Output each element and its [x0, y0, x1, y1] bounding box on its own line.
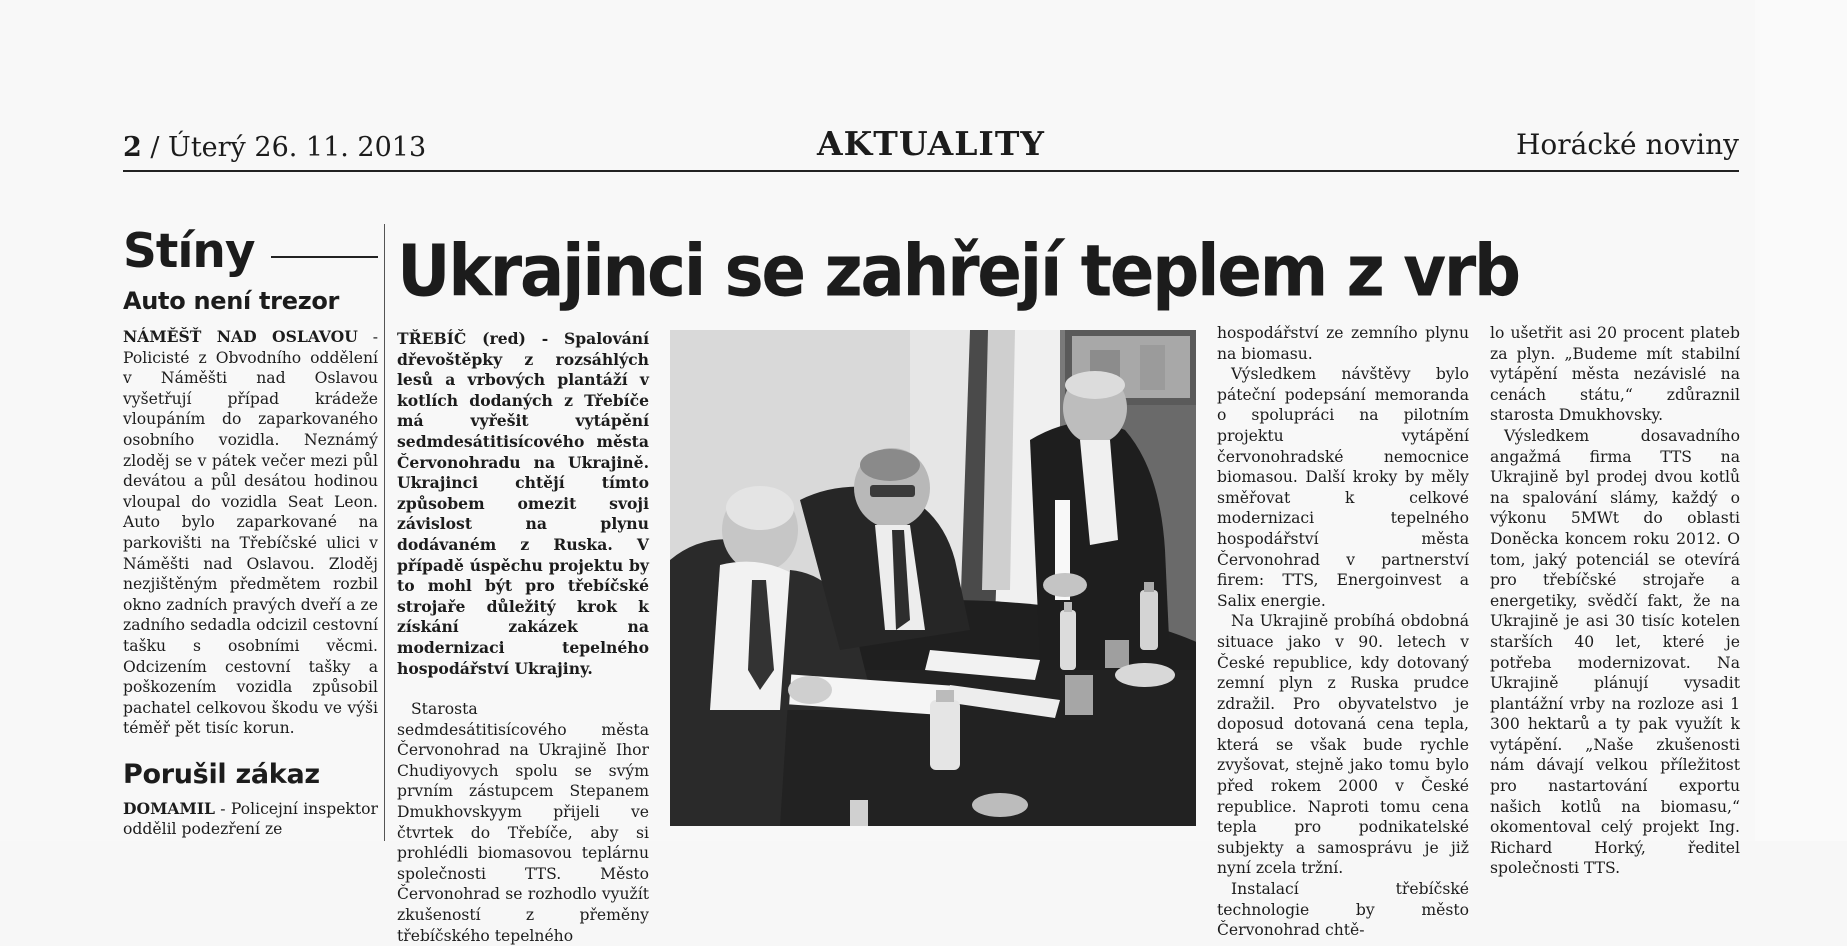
brief-dateline: NÁMĚŠŤ NAD OSLAVOU — [123, 327, 358, 346]
issue-date: / Úterý 26. 11. 2013 — [141, 132, 427, 163]
brief-body: - Policisté z Obvodního oddělení v Náměšti nad Oslavou vyšetřují případ krádeže vloupáním do zaparkovaného osobního vozidla. Neznámý zloděj se v pátek večer mezi půl devátou a půl desátou hodinou vloupal do vozidla Seat Leon. Auto bylo zaparkované na parkovišti na Třebíčské ulici v Náměšti nad Oslavou. Zloděj nezjištěným předmětem rozbil okno zadních pravých dveří a ze zadního sedadla odcizil cestovní tašku s osobními věcmi. Odcizením cestovní tašky a poškozením vozidla způsobil pachatel celkovou škodu ve výši téměř pět tisíc korun. — [123, 328, 378, 738]
brief2-headline: Porušil zákaz — [123, 758, 320, 790]
lead-text: (red) - Spalování dřevoštěpky z rozsáhlých lesů a vrbových plantáží v kotlích dodaných z Třebíče má vyřešit vytápění sedmdesátitisícového města Červonohradu na Ukrajině. Ukrajinci chtějí tímto způsobem omezit svoji závislost na plynu dodávaném z Ruska. V případě úspěchu projektu by to mohl být pro třebíčské strojaře důležitý krok k získání zakázek na modernizaci tepelného hospodářství Ukrajiny. — [397, 329, 649, 678]
col3-para-2: Výsledkem dosavadního angažmá firma TTS na Ukrajině byl prodej dvou kotlů na spalování slámy, každý o výkonu 5MWt do oblasti Doněcka koncem roku 2012. O tom, jaký potenciál se otevírá pro třebíčské strojaře a energetiky, svědčí fakt, že na Ukrajině je asi 30 tisíc kotelen starších 40 let, které je potřeba modernizovat. Na Ukrajině plánují vysadit plantážní vrby na rozloze asi 1 300 hektarů a ty pak využít k vytápění. „Naše zkušenosti nám dávají velkou příležitost pro nastartování exportu našich kotlů na biomasu,“ okomentoval celý projekt Ing. Richard Horký, ředitel společnosti TTS. — [1490, 426, 1740, 878]
newspaper-name: Horácké noviny — [1516, 128, 1739, 161]
kicker-block — [123, 226, 378, 282]
main-column-2 — [1217, 323, 1469, 941]
page-header — [123, 124, 1739, 170]
body-paragraph: Starosta sedmdesátitisícového města Červonohrad na Ukrajině Ihor Chudiyovych spolu se svým prvním zástupcem Stepanem Dmukhovskyym přijeli ve čtvrtek do Třebíče, aby si prohlédli biomasovou teplárnu společnosti TTS. Město Červonohrad se rozhodlo využít zkušeností z přeměny třebíčského tepelného — [397, 700, 649, 945]
brief2-body: - Policejní inspektor oddělil podezření ze — [123, 799, 378, 839]
column-divider — [384, 224, 385, 841]
col2-para-4: Instalací třebíčské technologie by město Červonohrad chtě- — [1217, 880, 1469, 940]
main-column-3 — [1490, 323, 1740, 879]
main-headline: Ukrajinci se zahřejí teplem z vrb — [397, 229, 1519, 313]
brief2-dateline: DOMAMIL — [123, 798, 215, 818]
page-number: 2 — [123, 132, 142, 163]
page-date-line — [123, 132, 426, 163]
col2-para-3: Na Ukrajině probíhá obdobná situace jako v 90. letech v České republice, kdy dotovaný zemní plyn z Ruska prudce zdražil. Pro obyvatelstvo je doposud dotovaná cena tepla, která se však bude rychle zvyšovat, stejně jako tomu bylo před rokem 2000 v České republice. Naproti tomu cena tepla pro podnikatelské subjekty a samosprávu je již nyní zcela tržní. — [1217, 612, 1469, 878]
lead-paragraph — [397, 329, 649, 679]
left-column — [123, 226, 378, 840]
col2-para-1: hospodářství ze zemního plynu na biomasu. — [1217, 324, 1469, 363]
signing-photo — [670, 330, 1196, 826]
photo-image — [670, 330, 1196, 826]
rubric-title: Stíny — [123, 224, 255, 279]
header-rule — [123, 170, 1739, 172]
brief2-text — [123, 799, 378, 840]
col3-para-1: lo ušetřit asi 20 procent plateb za plyn. „Budeme mít stabilní vytápění města nezávislé na cenách státu,“ zdůraznil starosta Dmukhovsky. — [1490, 324, 1740, 425]
scan-margin — [1755, 0, 1847, 841]
section-title: AKTUALITY — [817, 124, 1045, 163]
main-column-1 — [397, 329, 649, 946]
col2-para-2: Výsledkem návštěvy bylo páteční podepsání memoranda o spolupráci na pilotním projektu vytápění červonohradské nemocnice biomasou. Další kroky by měly směřovat k celkové modernizaci tepelného hospodářství města Červonohrad v partnerství firem: TTS, Energoinvest a Salix energie. — [1217, 365, 1469, 610]
lead-dateline: TŘEBÍČ — [397, 329, 467, 348]
rubric-rule — [271, 256, 378, 258]
brief-headline: Auto není trezor — [123, 287, 340, 315]
brief-text — [123, 327, 378, 739]
